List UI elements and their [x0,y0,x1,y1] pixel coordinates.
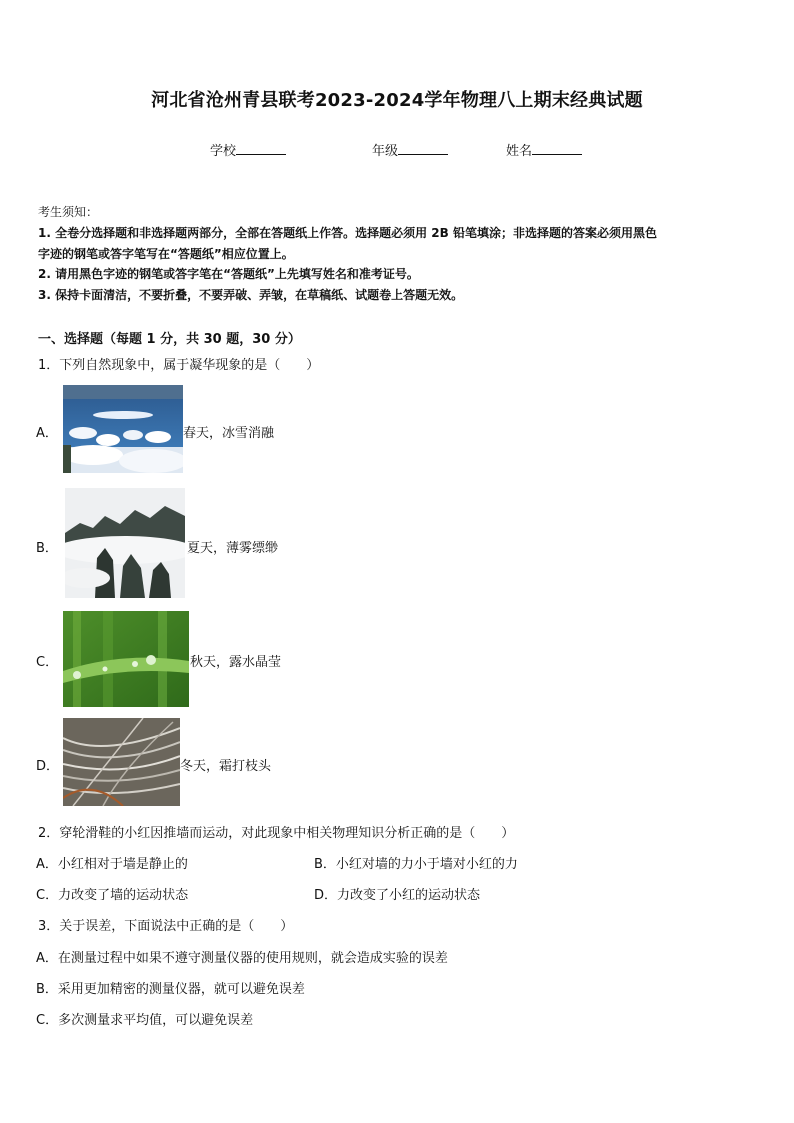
question-2-option-a: A．小红相对于墙是静止的 [36,857,188,872]
q1-option-d-letter: D． [36,759,60,774]
grade-field [372,140,448,159]
snow-melt-photo [63,385,183,473]
question-2-option-c: C．力改变了墙的运动状态 [36,888,189,903]
question-3-stem: 3．关于误差，下面说法中正确的是（ ） [38,919,294,934]
question-3-option-a: A．在测量过程中如果不遵守测量仪器的使用规则，就会造成实验的误差 [36,951,448,966]
question-3-option-b: B．采用更加精密的测量仪器，就可以避免误差 [36,982,305,997]
question-2-option-d: D．力改变了小红的运动状态 [314,888,481,903]
question-1-stem: 1．下列自然现象中，属于凝华现象的是（ ） [38,358,320,373]
q1-option-d-caption: 冬天，霜打枝头 [180,759,272,774]
name-blank[interactable] [532,142,582,155]
exam-title: 河北省沧州青县联考2023-2024学年物理八上期末经典试题 [151,90,643,111]
notice-item-1-line-2: 字迹的钢笔或答字笔写在“答题纸”相应位置上。 [38,247,294,261]
q1-option-a-caption: 春天，冰雪消融 [183,426,275,441]
dew-leaf-photo [63,611,189,707]
q1-option-a-letter: A． [36,426,58,441]
q1-option-b-letter: B． [36,541,58,556]
section-1-heading: 一、选择题（每题 1 分，共 30 题，30 分） [38,332,301,347]
grade-label: 年级 [372,144,399,159]
name-label: 姓名 [506,144,533,159]
school-blank[interactable] [236,142,286,155]
notice-item-3: 3. 保持卡面清洁，不要折叠，不要弄破、弄皱，在草稿纸、试题卷上答题无效。 [38,288,464,302]
mist-mountain-photo [65,488,185,598]
school-label: 学校 [210,144,237,159]
notice-item-2: 2. 请用黑色字迹的钢笔或答字笔在“答题纸”上先填写姓名和准考证号。 [38,267,419,281]
q1-option-c-letter: C． [36,655,59,670]
question-3-option-c: C．多次测量求平均值，可以避免误差 [36,1013,254,1028]
question-2-stem: 2．穿轮滑鞋的小红因推墙而运动，对此现象中相关物理知识分析正确的是（ ） [38,826,515,841]
question-2-option-b: B．小红对墙的力小于墙对小红的力 [314,857,518,872]
school-field [210,140,286,159]
notice-heading: 考生须知： [38,205,99,219]
q1-option-c-caption: 秋天，露水晶莹 [190,655,282,670]
q1-option-b-caption: 夏天，薄雾缥缈 [187,541,279,556]
grade-blank[interactable] [398,142,448,155]
name-field [506,140,582,159]
notice-item-1-line-1: 1. 全卷分选择题和非选择题两部分，全部在答题纸上作答。选择题必须用 2B 铅笔填涂；非选择题的答案必须用黑色 [38,226,657,240]
frost-grass-photo [63,718,180,806]
